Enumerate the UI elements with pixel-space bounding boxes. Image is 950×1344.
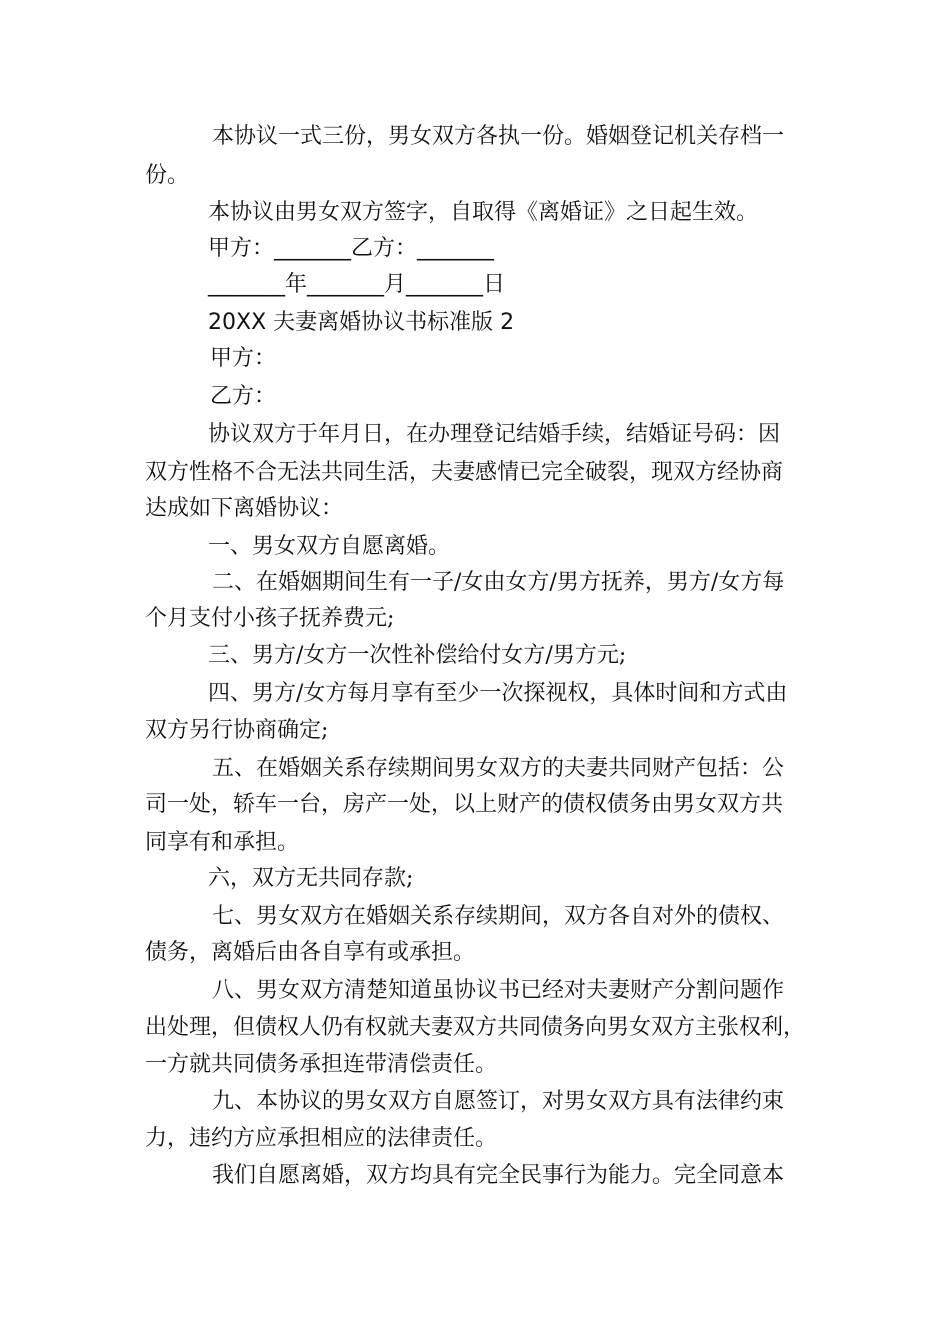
- text-line: 乙方：: [210, 384, 277, 409]
- signature-line: 甲方：_______乙方：_______: [208, 236, 495, 261]
- text-line: 同享有和承担。: [145, 830, 300, 855]
- text-line: 出处理，但债权人仍有权就夫妻双方共同债务向男女双方主张权利，: [145, 1015, 806, 1040]
- text-line: 双方性格不合无法共同生活，夫妻感情已完全破裂，现双方经协商: [145, 460, 784, 485]
- text-line: 七、男女双方在婚姻关系存续期间，双方各自对外的债权、: [212, 904, 785, 929]
- text-line: 八、男女双方清楚知道虽协议书已经对夫妻财产分割问题作: [212, 978, 785, 1003]
- text-line: 协议双方于年月日，在办理登记结婚手续，结婚证号码：因: [208, 422, 781, 447]
- section-heading: 20XX 夫妻离婚协议书标准版 2: [208, 310, 515, 335]
- text-line: 债务，离婚后由各自享有或承担。: [145, 940, 476, 965]
- text-line: 甲方：: [210, 346, 277, 371]
- text-line: 三、男方/女方一次性补偿给付女方/男方元;: [208, 643, 627, 668]
- text-line: 力，违约方应承担相应的法律责任。: [145, 1126, 498, 1151]
- text-line: 份。: [145, 163, 190, 188]
- text-line: 五、在婚姻关系存续期间男女双方的夫妻共同财产包括：公: [212, 756, 785, 781]
- text-line: 达成如下离婚协议：: [145, 496, 344, 521]
- text-line: 一、男女双方自愿离婚。: [208, 534, 451, 559]
- text-line: 二、在婚姻期间生有一子/女由女方/男方抚养，男方/女方每: [212, 570, 785, 595]
- date-line: _______年_______月_______日: [208, 272, 506, 297]
- text-line: 一方就共同债务承担连带清偿责任。: [145, 1052, 498, 1077]
- text-line: 我们自愿离婚，双方均具有完全民事行为能力。完全同意本: [212, 1163, 785, 1188]
- text-line: 双方另行协商确定;: [145, 718, 329, 743]
- text-line: 司一处，轿车一台，房产一处，以上财产的债权债务由男女双方共: [145, 792, 784, 817]
- text-line: 九、本协议的男女双方自愿签订，对男女双方具有法律约束: [212, 1089, 785, 1114]
- text-line: 本协议一式三份，男女双方各执一份。婚姻登记机关存档一: [212, 124, 785, 149]
- text-line: 四、男方/女方每月享有至少一次探视权，具体时间和方式由: [208, 681, 788, 706]
- text-line: 本协议由男女双方签字，自取得《离婚证》之日起生效。: [208, 200, 759, 225]
- text-line: 六，双方无共同存款;: [208, 866, 414, 891]
- text-line: 个月支付小孩子抚养费元;: [145, 606, 395, 631]
